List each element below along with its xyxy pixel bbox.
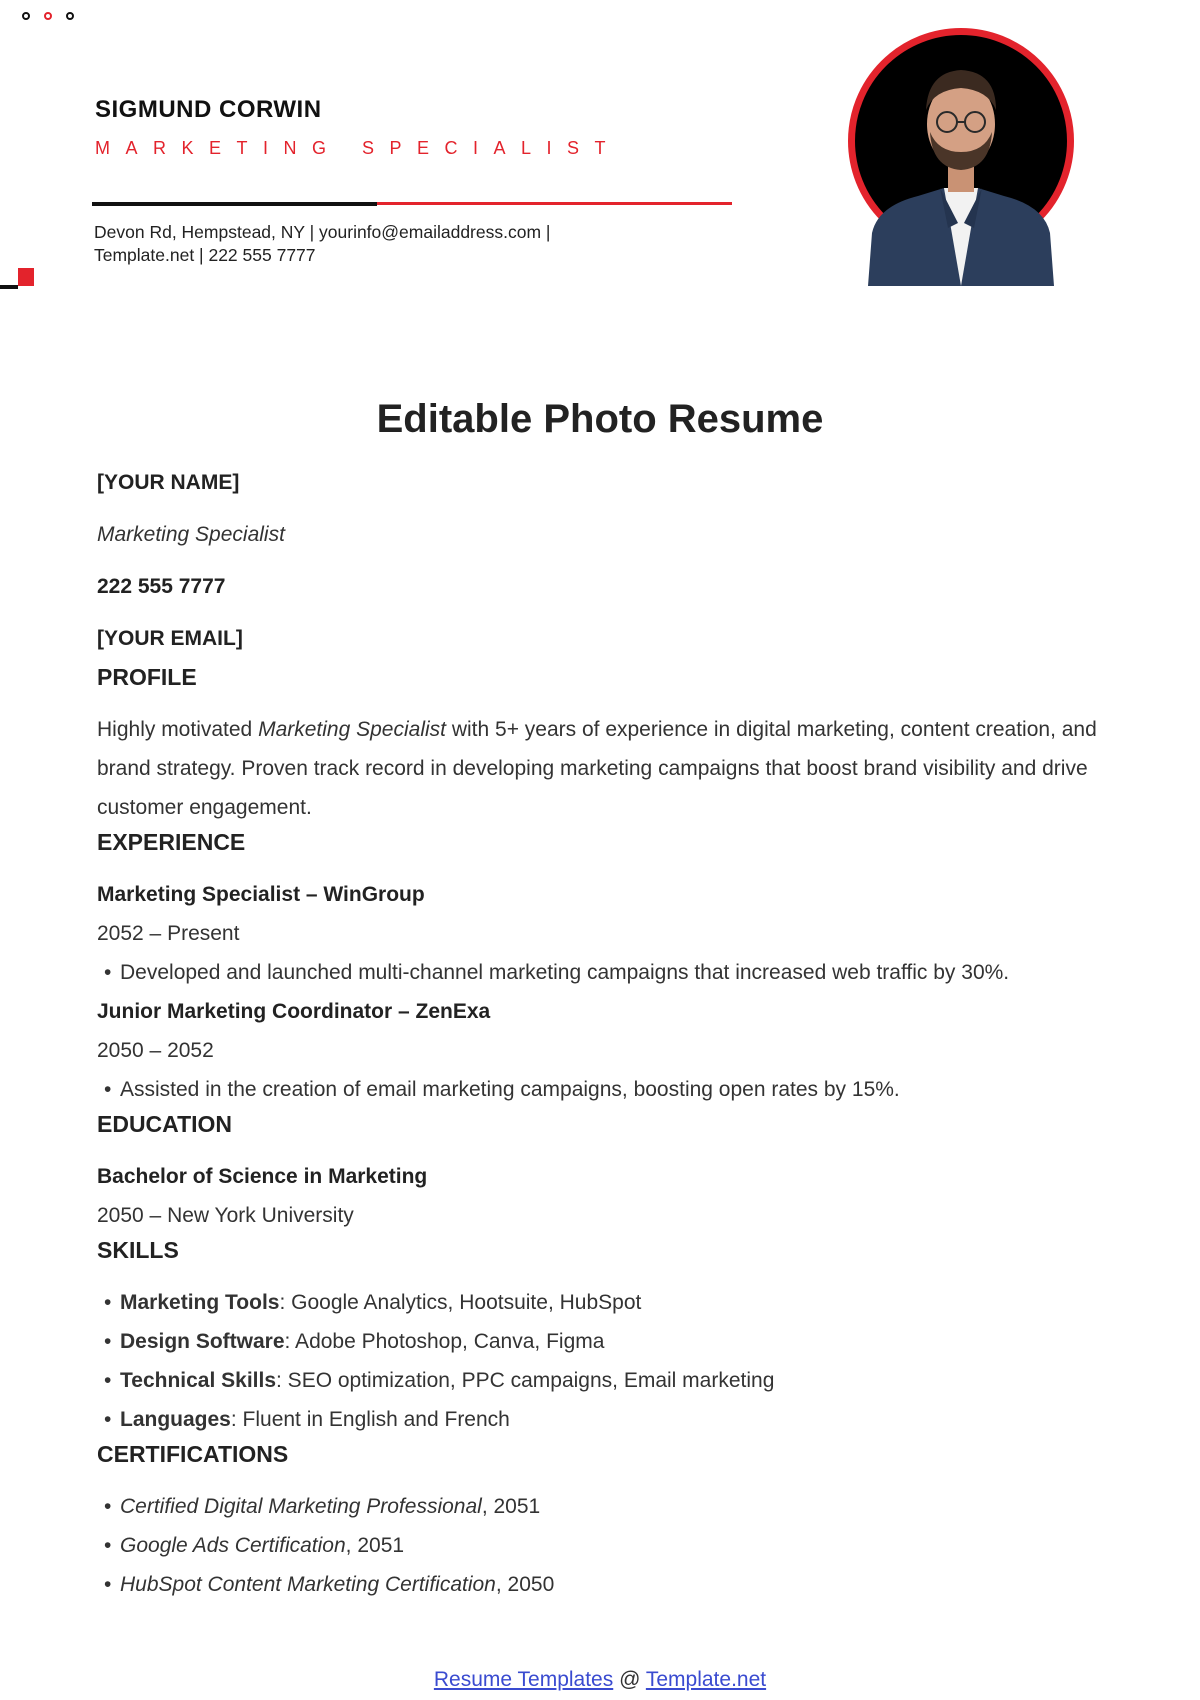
skill-label: Marketing Tools — [120, 1291, 280, 1314]
cert-name: Google Ads Certification — [120, 1534, 346, 1557]
experience-heading: EXPERIENCE — [97, 829, 246, 855]
personal-email: [YOUR EMAIL] — [97, 627, 243, 650]
skill-label: Technical Skills — [120, 1369, 277, 1392]
list-item: • Developed and launched multi-channel marketing campaigns that increased web traffic by 30%. — [104, 953, 1107, 992]
profile-text-italic: Marketing Specialist — [258, 718, 446, 741]
profile-photo — [848, 28, 1074, 286]
list-item — [104, 1283, 1107, 1322]
dot-icon — [44, 12, 52, 20]
list-item — [104, 1526, 1107, 1565]
certifications-list — [97, 1487, 1107, 1604]
dot-icon — [66, 12, 74, 20]
skill-label: Design Software — [120, 1330, 285, 1353]
degree: Bachelor of Science in Marketing — [97, 1165, 428, 1188]
profile-text — [97, 710, 1107, 827]
dot-icon — [22, 12, 30, 20]
skill-value: : SEO optimization, PPC campaigns, Email marketing — [276, 1369, 775, 1392]
job-title: Marketing Specialist – WinGroup — [97, 883, 425, 906]
job-title: Junior Marketing Coordinator – ZenExa — [97, 1000, 491, 1023]
education-details: 2050 – New York University — [97, 1204, 354, 1227]
job-bullets — [97, 953, 1107, 992]
job-dates: 2052 – Present — [97, 922, 240, 945]
job-dates: 2050 – 2052 — [97, 1039, 214, 1062]
skill-value: : Google Analytics, Hootsuite, HubSpot — [279, 1291, 642, 1314]
contact-info — [94, 221, 654, 267]
profile-text-part: Highly motivated — [97, 718, 259, 741]
personal-role: Marketing Specialist — [97, 523, 285, 546]
skills-heading: SKILLS — [97, 1237, 179, 1263]
divider-black — [92, 202, 377, 206]
profile-text-part: with 5+ years of experience in digital marketing, content creation, and brand strategy. Proven track record in developing marketing campaigns that boost brand visibility and drive customer engagement. — [97, 718, 1097, 819]
footer-separator: @ — [613, 1668, 646, 1691]
list-item — [104, 1322, 1107, 1361]
footer — [0, 1668, 1200, 1692]
skill-value: : Adobe Photoshop, Canva, Figma — [284, 1330, 605, 1353]
template-net-link[interactable]: Template.net — [645, 1668, 767, 1691]
education-heading: EDUCATION — [97, 1111, 233, 1137]
personal-name: [YOUR NAME] — [97, 471, 240, 494]
skill-label: Languages — [120, 1408, 231, 1431]
person-portrait-icon — [848, 28, 1074, 286]
list-item — [104, 1487, 1107, 1526]
corner-accent-red — [18, 268, 34, 286]
list-item — [104, 1361, 1107, 1400]
list-item — [104, 1400, 1107, 1439]
profile-heading: PROFILE — [97, 664, 197, 690]
contact-line: Devon Rd, Hempstead, NY | yourinfo@emailaddress.com | — [94, 222, 551, 242]
cert-name: HubSpot Content Marketing Certification — [120, 1573, 496, 1596]
certifications-heading: CERTIFICATIONS — [97, 1441, 289, 1467]
divider-red — [377, 202, 732, 205]
list-item: • Assisted in the creation of email marketing campaigns, boosting open rates by 15%. — [104, 1070, 1107, 1109]
resume-content — [97, 468, 1107, 1604]
contact-line: Template.net | 222 555 7777 — [94, 245, 316, 265]
cert-year: , 2050 — [495, 1573, 555, 1596]
skills-list — [97, 1283, 1107, 1439]
cert-name: Certified Digital Marketing Professional — [120, 1495, 482, 1518]
list-item — [104, 1565, 1107, 1604]
document-title: Editable Photo Resume — [376, 397, 824, 441]
job-bullets — [97, 1070, 1107, 1109]
skill-value: : Fluent in English and French — [230, 1408, 510, 1431]
resume-templates-link[interactable]: Resume Templates — [433, 1668, 614, 1691]
header-role: MARKETING SPECIALIST — [95, 138, 622, 158]
window-dots — [22, 12, 74, 20]
cert-year: , 2051 — [345, 1534, 405, 1557]
header-name: SIGMUND CORWIN — [95, 96, 322, 123]
cert-year: , 2051 — [481, 1495, 541, 1518]
corner-accent-black — [0, 285, 18, 289]
personal-phone: 222 555 7777 — [97, 575, 226, 598]
